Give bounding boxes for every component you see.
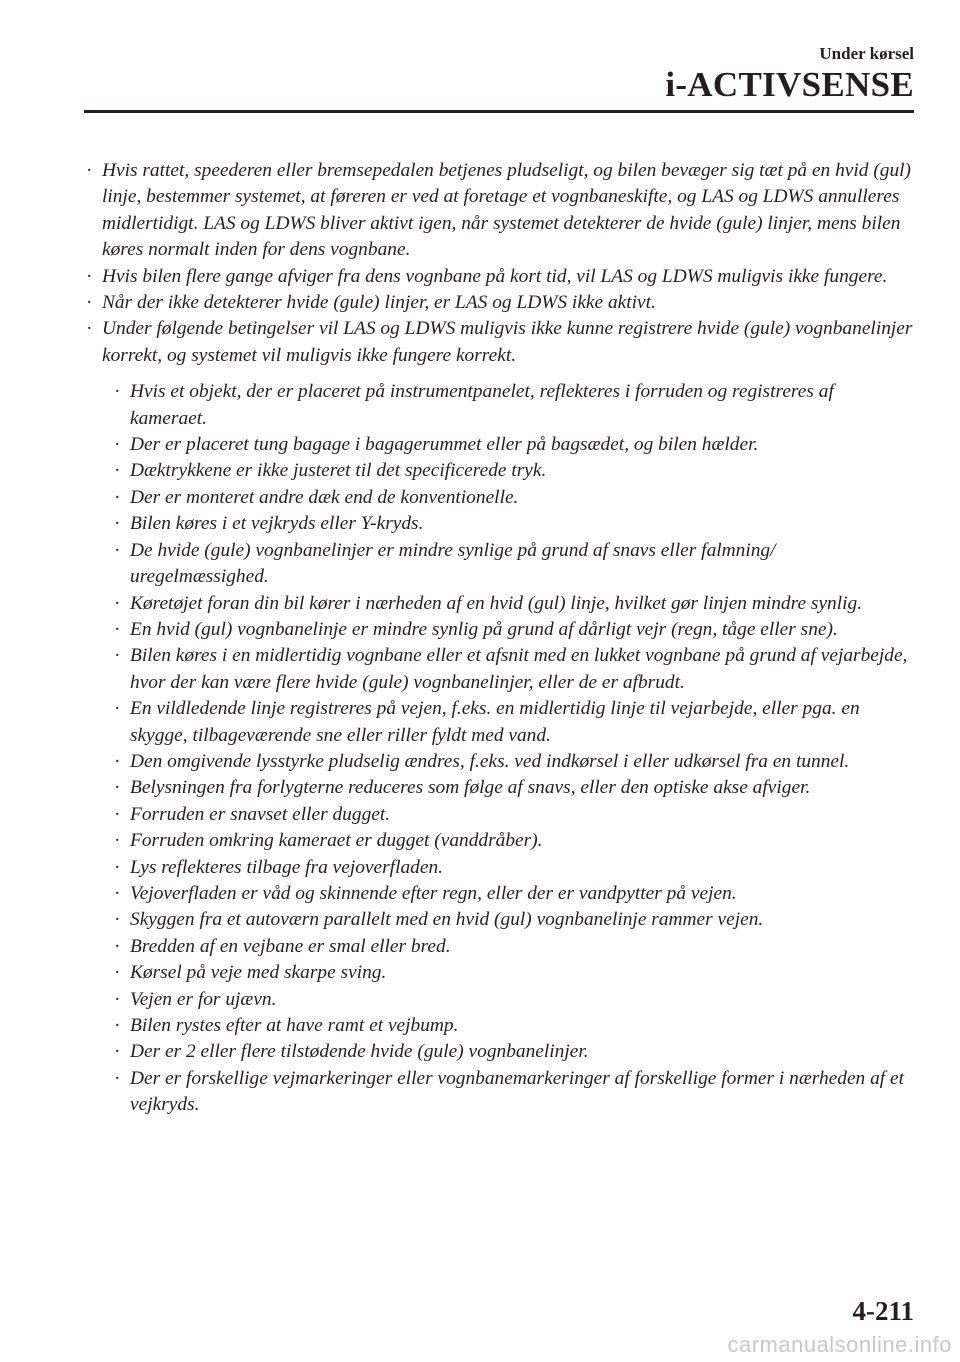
main-list-item-text: Under følgende betingelser vil LAS og LDWS muligvis ikke kunne registrere hvide (gule) vognbanelinjer korrekt, og systemet vil muligvis ikke fungere korrekt.: [102, 318, 913, 366]
sub-list-item: [112, 458, 914, 484]
bullet-icon: ·: [114, 882, 121, 904]
bullet-icon: ·: [114, 909, 121, 931]
sub-list-item: [112, 802, 914, 828]
section-title: Under kørsel: [819, 44, 914, 63]
sub-list-item: [112, 1066, 914, 1119]
sub-list-item-text: Der er forskellige vejmarkeringer eller vognbanemarkeringer af forskellige former i nærheden af et vejkryds.: [130, 1067, 905, 1116]
sub-list-item: [112, 1013, 914, 1039]
bullet-icon: ·: [86, 265, 93, 287]
header-rule: [84, 110, 914, 113]
sub-list-item-text: Skyggen fra et autoværn parallelt med en hvid (gul) vognbanelinje rammer vejen.: [130, 909, 764, 931]
sub-list-item-text: Køretøjet foran din bil kører i nærheden af en hvid (gul) linje, hvilket gør linjen mindre synlig.: [130, 592, 863, 614]
bullet-icon: ·: [114, 750, 121, 772]
bullet-icon: ·: [114, 1067, 121, 1089]
sub-list-item: [112, 432, 914, 458]
bullet-icon: ·: [114, 618, 121, 640]
bullet-icon: ·: [114, 486, 121, 508]
sub-list-item-text: Der er monteret andre dæk end de konventionelle.: [130, 486, 519, 508]
watermark: carmanualsonline.info: [727, 1332, 952, 1357]
main-list-item-text: Hvis bilen flere gange afviger fra dens vognbane på kort tid, vil LAS og LDWS muligvis ikke fungere.: [102, 265, 888, 287]
main-bullet-list: [84, 158, 914, 369]
sub-list-item: [112, 881, 914, 907]
sub-list-item: [112, 855, 914, 881]
sub-list-item-text: Der er 2 eller flere tilstødende hvide (gule) vognbanelinjer.: [130, 1041, 589, 1063]
main-list-item: [84, 316, 914, 369]
bullet-icon: ·: [114, 460, 121, 482]
sub-list-item: [112, 511, 914, 537]
sub-list-item: [112, 934, 914, 960]
sub-list-item: [112, 696, 914, 749]
sub-list-item: [112, 775, 914, 801]
sub-list-item: [112, 485, 914, 511]
bullet-icon: ·: [114, 803, 121, 825]
page-number: 4-211: [852, 1296, 914, 1326]
bullet-icon: ·: [114, 645, 121, 667]
sub-list-item: [112, 617, 914, 643]
main-list-item: [84, 290, 914, 316]
bullet-icon: ·: [114, 513, 121, 535]
sub-list-item: [112, 907, 914, 933]
sub-list-item-text: Forruden omkring kameraet er dugget (vanddråber).: [130, 830, 543, 852]
sub-list-item-text: Bredden af en vejbane er smal eller bred.: [130, 935, 451, 957]
sub-list-item-text: Vejoverfladen er våd og skinnende efter regn, eller der er vandpytter på vejen.: [130, 882, 737, 904]
sub-list-item-text: Vejen er for ujævn.: [130, 988, 277, 1010]
bullet-icon: ·: [114, 856, 121, 878]
sub-list-item-text: Bilen køres i et vejkryds eller Y-kryds.: [130, 513, 424, 535]
sub-list-item-text: Forruden er snavset eller dugget.: [130, 803, 391, 825]
sub-bullet-list: [84, 379, 914, 1118]
main-list-item: [84, 158, 914, 264]
bullet-icon: ·: [86, 160, 93, 181]
sub-list-item: [112, 960, 914, 986]
bullet-icon: ·: [114, 935, 121, 957]
sub-list-item-text: Der er placeret tung bagage i bagagerummet eller på bagsædet, og bilen hælder.: [130, 434, 759, 456]
sub-list-item: [112, 1039, 914, 1065]
sub-list-item-text: En vildledende linje registreres på vejen, f.eks. en midlertidig linje til vejarbejde, eller pga. en skygge, tilbageværende sne eller riller fyldt med vand.: [130, 698, 860, 746]
sub-list-item: [112, 828, 914, 854]
bullet-icon: ·: [86, 318, 93, 340]
page-header: [665, 44, 914, 104]
bullet-icon: ·: [114, 592, 121, 614]
sub-list-item-text: Belysningen fra forlygterne reduceres som følge af snavs, eller den optiske akse afviger.: [130, 777, 811, 799]
page-content: [84, 158, 914, 1119]
sub-list-item-text: Kørsel på veje med skarpe sving.: [130, 962, 387, 984]
sub-list-item: [112, 538, 914, 591]
main-list-item: [84, 264, 914, 290]
main-list-item-text: Hvis rattet, speederen eller bremsepedalen betjenes pludseligt, og bilen bevæger sig tæt på en hvid (gul) linje, bestemmer systemet, at føreren er ved at foretage et vognbaneskifte, og LAS og LDWS annulleres midlertidigt. LAS og LDWS bliver aktivt igen, når systemet detekterer de hvide (gule) linjer, mens bilen køres normalt inden for dens vognbane.: [102, 160, 912, 261]
main-list-item-text: Når der ikke detekterer hvide (gule) linjer, er LAS og LDWS ikke aktivt.: [102, 292, 656, 314]
sub-list-item-text: Dæktrykkene er ikke justeret til det specificerede tryk.: [130, 460, 547, 482]
sub-list-item: [112, 643, 914, 696]
bullet-icon: ·: [86, 292, 93, 314]
bullet-icon: ·: [114, 434, 121, 456]
bullet-icon: ·: [114, 962, 121, 984]
bullet-icon: ·: [114, 539, 121, 561]
bullet-icon: ·: [114, 1041, 121, 1063]
sub-list-item-text: De hvide (gule) vognbanelinjer er mindre synlige på grund af snavs eller falmning/ uregelmæssighed.: [130, 539, 776, 588]
bullet-icon: ·: [114, 777, 121, 799]
bullet-icon: ·: [114, 988, 121, 1010]
sub-list-item: [112, 591, 914, 617]
sub-list-item-text: Lys reflekteres tilbage fra vejoverfladen.: [130, 856, 443, 878]
bullet-icon: ·: [114, 1015, 121, 1036]
bullet-icon: ·: [114, 830, 121, 852]
sub-list-item: [112, 987, 914, 1013]
sub-list-item-text: En hvid (gul) vognbanelinje er mindre synlig på grund af dårligt vejr (regn, tåge eller sne).: [130, 618, 838, 640]
sub-list-item: [112, 749, 914, 775]
bullet-icon: ·: [114, 381, 121, 403]
sub-list-item: [112, 379, 914, 432]
sub-list-item-text: Bilen køres i en midlertidig vognbane eller et afsnit med en lukket vognbane på grund af vejarbejde, hvor der kan være flere hvide (gule) vognbanelinjer, eller de er afbrudt.: [130, 645, 908, 693]
bullet-icon: ·: [114, 698, 121, 720]
sub-list-item-text: Bilen rystes efter at have ramt et vejbump.: [130, 1015, 459, 1036]
chapter-title: i-ACTIVSENSE: [665, 65, 914, 104]
sub-list-item-text: Hvis et objekt, der er placeret på instrumentpanelet, reflekteres i forruden og registreres af kameraet.: [130, 381, 834, 429]
sub-list-item-text: Den omgivende lysstyrke pludselig ændres, f.eks. ved indkørsel i eller udkørsel fra en tunnel.: [130, 750, 850, 772]
